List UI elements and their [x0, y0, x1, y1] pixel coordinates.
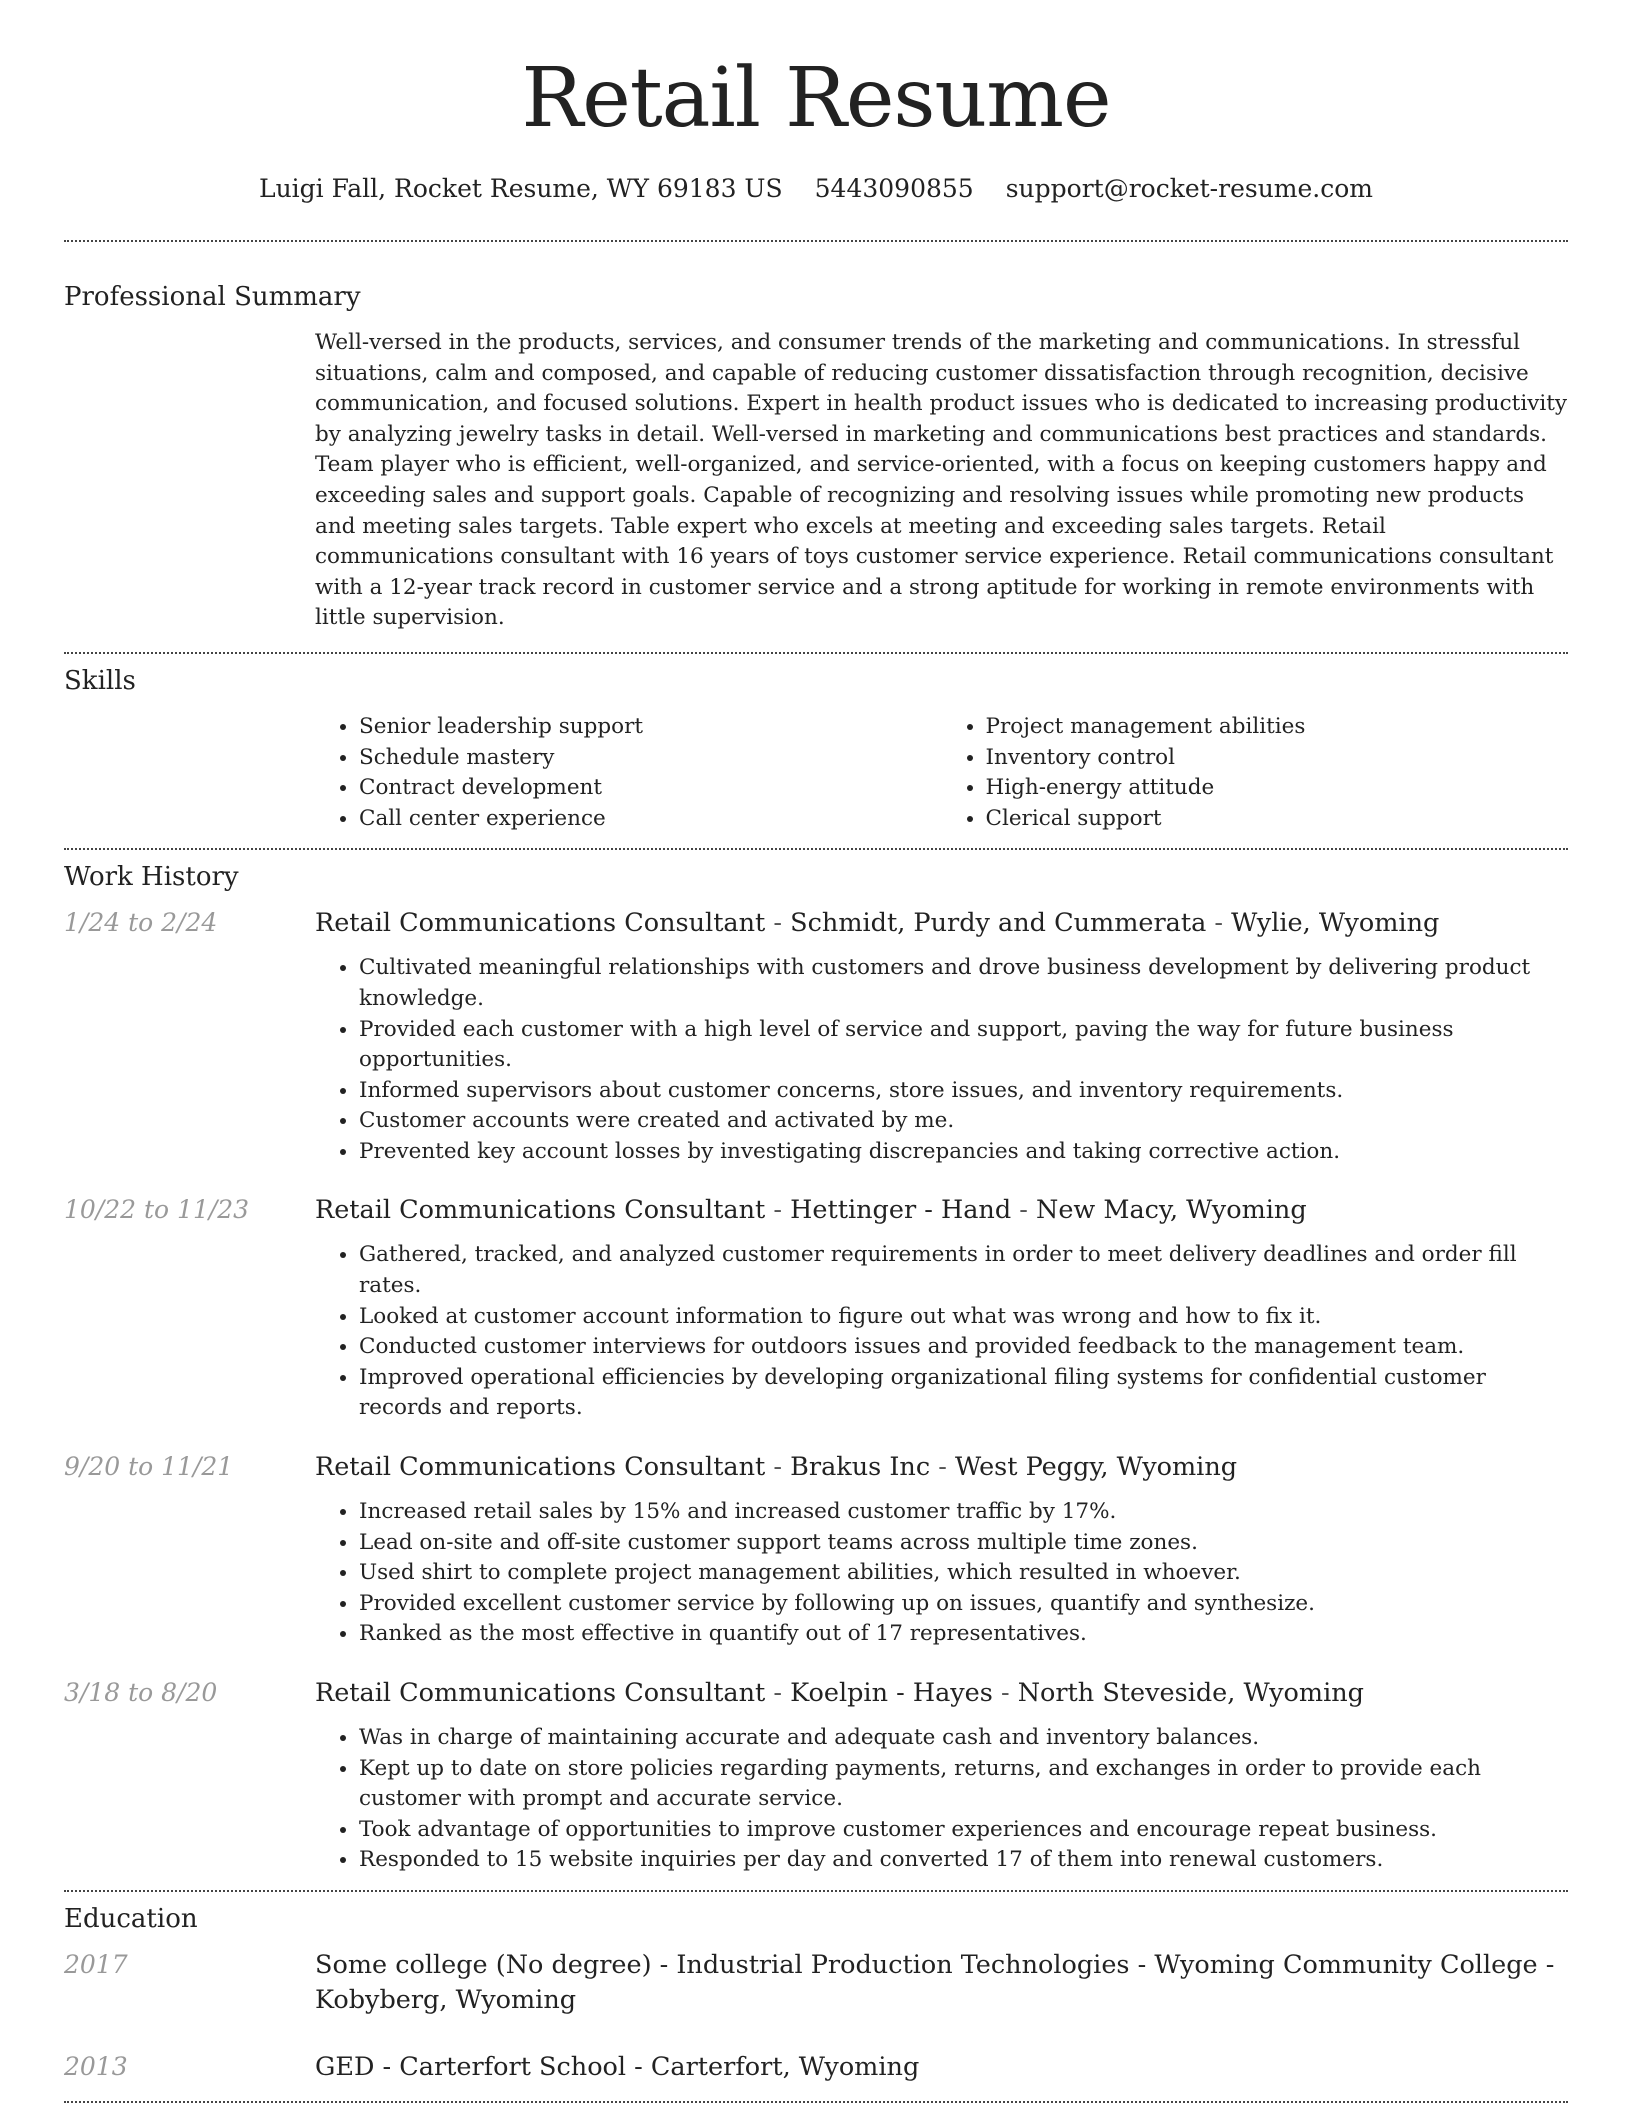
divider: [64, 652, 1568, 654]
job-entry: [64, 906, 1568, 1167]
job-date: 1/24 to 2/24: [64, 908, 218, 938]
job-company: Brakus Inc: [790, 1452, 931, 1483]
job-position: Retail Communications Consultant: [315, 1195, 766, 1226]
skill-item: • High-energy attitude: [986, 773, 1569, 804]
section-title-education: Education: [64, 1903, 198, 1934]
section-title-work: Work History: [64, 862, 239, 893]
education-entry: [64, 2050, 1568, 2085]
job-bullet: • Informed supervisors about customer concerns, store issues, and inventory requirements.: [359, 1076, 1568, 1107]
job-bullet: • Lead on-site and off-site customer support teams across multiple time zones.: [359, 1528, 1568, 1559]
education-field: Industrial Production Technologies: [676, 1949, 1130, 1980]
job-bullet: • Used shirt to complete project management abilities, which resulted in whoever.: [359, 1558, 1568, 1589]
job-bullet: • Improved operational efficiencies by developing organizational filing systems for confidential customer records and reports.: [359, 1363, 1568, 1424]
contact-address: Luigi Fall, Rocket Resume, WY 69183 US: [258, 174, 783, 203]
job-entry: [64, 1193, 1568, 1424]
resume-page: [64, 0, 1568, 2103]
job-entry: [64, 1676, 1568, 1876]
job-bullet: • Cultivated meaningful relationships with customers and drove business development by delivering product knowledge.: [359, 953, 1568, 1014]
skill-item: • Project management abilities: [986, 712, 1569, 743]
contact-phone: 5443090855: [814, 174, 974, 203]
job-title: Retail Communications Consultant - Brakus Inc - West Peggy, Wyoming: [315, 1452, 1238, 1483]
job-bullet: • Took advantage of opportunities to improve customer experiences and encourage repeat business.: [359, 1815, 1568, 1846]
summary-row: [64, 328, 1568, 634]
job-date: 9/20 to 11/21: [64, 1452, 234, 1482]
job-bullet: • Responded to 15 website inquiries per day and converted 17 of them into renewal customers.: [359, 1845, 1568, 1876]
job-bullet: • Was in charge of maintaining accurate and adequate cash and inventory balances.: [359, 1723, 1568, 1754]
job-company: Hettinger - Hand: [790, 1195, 1012, 1226]
skill-item: • Clerical support: [986, 804, 1569, 835]
education-school: Wyoming Community College: [1154, 1949, 1538, 1980]
summary-text: Well-versed in the products, services, and consumer trends of the marketing and communications. In stressful situations, calm and composed, and capable of reducing customer dissatisfaction through recognition, decisive communication, and focused solutions. Expert in health product issues who is dedicated to increasing productivity by analyzing jewelry tasks in detail. Well-versed in marketing and communications best practices and standards. Team player who is efficient, well-organized, and service-oriented, with a focus on keeping customers happy and exceeding sales and support goals. Capable of recognizing and resolving issues while promoting new products and meeting sales targets. Table expert who excels at meeting and exceeding sales targets. Retail communications consultant with 16 years of toys customer service experience. Retail communications consultant with a 12-year track record in customer service and a strong aptitude for working in remote environments with little supervision.: [315, 330, 1568, 631]
skills-spacer: [64, 712, 315, 834]
job-bullet: • Gathered, tracked, and analyzed customer requirements in order to meet delivery deadlines and order fill rates.: [359, 1240, 1568, 1301]
education-title: GED - Carterfort School - Carterfort, Wyoming: [315, 2051, 920, 2082]
job-title: Retail Communications Consultant - Koelpin - Hayes - North Steveside, Wyoming: [315, 1678, 1364, 1708]
job-position: Retail Communications Consultant: [315, 908, 766, 939]
divider: [64, 240, 1568, 242]
job-bullet: • Customer accounts were created and activated by me.: [359, 1106, 1568, 1137]
job-date: 10/22 to 11/23: [64, 1195, 250, 1225]
skills-list-left: [315, 712, 942, 834]
education-location: Kobyberg, Wyoming: [315, 1984, 577, 2015]
job-company: Koelpin - Hayes: [790, 1678, 993, 1708]
job-title: Retail Communications Consultant - Schmidt, Purdy and Cummerata - Wylie, Wyoming: [315, 908, 1440, 939]
job-position: Retail Communications Consultant: [315, 1678, 766, 1708]
contact-line: [64, 174, 1568, 203]
education-degree: Some college (No degree): [315, 1949, 652, 1980]
job-bullets: [315, 1240, 1568, 1424]
education-title: Some college (No degree) - Industrial Production Technologies - Wyoming Community College - Kobyberg, Wyoming: [315, 1949, 1555, 2015]
education-entry: [64, 1948, 1568, 2018]
job-bullets: [315, 1723, 1568, 1876]
job-entry: [64, 1450, 1568, 1650]
job-location: New Macy, Wyoming: [1036, 1195, 1307, 1226]
job-bullet: • Ranked as the most effective in quantify out of 17 representatives.: [359, 1619, 1568, 1650]
skills-row: [64, 712, 1568, 834]
job-bullet: • Conducted customer interviews for outdoors issues and provided feedback to the management team.: [359, 1332, 1568, 1363]
job-date: 3/18 to 8/20: [64, 1678, 218, 1707]
job-bullets: [315, 953, 1568, 1167]
education-year: 2013: [64, 2051, 128, 2081]
job-bullets: [315, 1497, 1568, 1650]
summary-spacer: [64, 328, 315, 634]
contact-email[interactable]: support@rocket-resume.com: [1005, 174, 1374, 203]
job-location: Wylie, Wyoming: [1231, 908, 1440, 939]
skill-item: • Contract development: [359, 773, 942, 804]
job-bullet: • Prevented key account losses by investigating discrepancies and taking corrective action.: [359, 1137, 1568, 1168]
skill-item: • Call center experience: [359, 804, 942, 835]
job-location: North Steveside, Wyoming: [1017, 1678, 1364, 1708]
job-location: West Peggy, Wyoming: [954, 1452, 1238, 1483]
job-bullet: • Increased retail sales by 15% and increased customer traffic by 17%.: [359, 1497, 1568, 1528]
job-bullet: • Provided excellent customer service by following up on issues, quantify and synthesize.: [359, 1589, 1568, 1620]
education-location: Carterfort, Wyoming: [650, 2051, 920, 2082]
divider: [64, 1890, 1568, 1892]
job-title: Retail Communications Consultant - Hettinger - Hand - New Macy, Wyoming: [315, 1195, 1307, 1226]
education-school: Carterfort School: [399, 2051, 627, 2082]
job-bullet: • Provided each customer with a high level of service and support, paving the way for future business opportunities.: [359, 1015, 1568, 1076]
skills-list-right: [942, 712, 1569, 834]
divider: [64, 2101, 1568, 2103]
resume-title: Retail Resume: [521, 51, 1111, 146]
job-company: Schmidt, Purdy and Cummerata: [790, 908, 1207, 939]
education-degree: GED: [315, 2051, 375, 2082]
job-position: Retail Communications Consultant: [315, 1452, 766, 1483]
education-year: 2017: [64, 1949, 128, 1979]
skill-item: • Senior leadership support: [359, 712, 942, 743]
job-bullet: • Kept up to date on store policies regarding payments, returns, and exchanges in order to provide each customer with prompt and accurate service.: [359, 1754, 1568, 1815]
skill-item: • Schedule mastery: [359, 743, 942, 774]
job-bullet: • Looked at customer account information to figure out what was wrong and how to fix it.: [359, 1302, 1568, 1333]
skill-item: • Inventory control: [986, 743, 1569, 774]
section-title-summary: Professional Summary: [64, 282, 361, 312]
section-title-skills: Skills: [64, 665, 136, 696]
divider: [64, 848, 1568, 850]
